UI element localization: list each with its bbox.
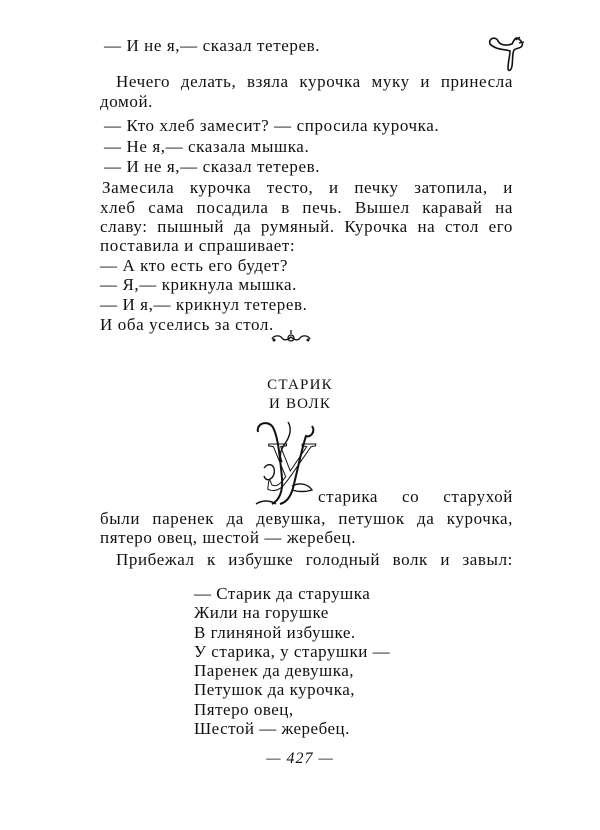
verse-line: — Старик да старушка	[194, 584, 371, 603]
drop-cap-ornament-icon	[252, 418, 318, 508]
text-line: домой.	[100, 92, 154, 111]
corner-ornament-icon	[486, 34, 526, 76]
text-line: Замесила курочка тесто, и печку затопила, и	[102, 178, 513, 197]
verse-line: Пятеро овец,	[194, 699, 294, 719]
text-line: Нечего делать, взяла курочка муку и принесла	[116, 72, 513, 91]
story-title: СТАРИК	[267, 377, 333, 393]
verse-line: Шестой — жеребец.	[194, 719, 350, 739]
divider-ornament-icon	[270, 328, 312, 346]
text-line: старика со старухой	[318, 487, 513, 506]
verse-line: Петушок да курочка,	[194, 680, 355, 700]
text-line: хлеб сама посадила в печь. Вышел каравай на	[100, 198, 513, 217]
verse-line: У старика, у старушки —	[194, 641, 391, 661]
dialogue-line: — А кто есть его будет?	[100, 256, 288, 275]
verse-line: Паренек да девушка,	[194, 661, 354, 681]
svg-text:У: У	[261, 429, 309, 506]
dialogue-line: — И я,— крикнул тетерев.	[100, 295, 308, 314]
verse-line: Жили на горушке	[194, 603, 329, 623]
dialogue-line: — И не я,— сказал тетерев.	[104, 157, 321, 176]
verse-line: В глиняной избушке.	[194, 622, 356, 642]
story-title: И ВОЛК	[268, 396, 332, 412]
text-line: поставила и спрашивает:	[100, 236, 296, 255]
page-number: — 427 —	[266, 750, 334, 767]
text-line: — И не я,— сказал тетерев.	[104, 36, 321, 55]
text-line: были паренек да девушка, петушок да курочка,	[100, 509, 513, 528]
drop-cap	[252, 418, 318, 508]
dialogue-line: — Не я,— сказала мышка.	[104, 137, 310, 156]
text-line: славу: пышный да румяный. Курочка на стол его	[100, 217, 513, 236]
dialogue-line: — Я,— крикнула мышка.	[100, 275, 298, 294]
text-line: Прибежал к избушке голодный волк и завыл:	[116, 550, 513, 569]
text-line: пятеро овец, шестой — жеребец.	[100, 528, 357, 547]
dialogue-line: — Кто хлеб замесит? — спросила курочка.	[104, 116, 440, 135]
text-line: И оба уселись за стол.	[100, 315, 274, 334]
verse-block	[194, 584, 390, 738]
